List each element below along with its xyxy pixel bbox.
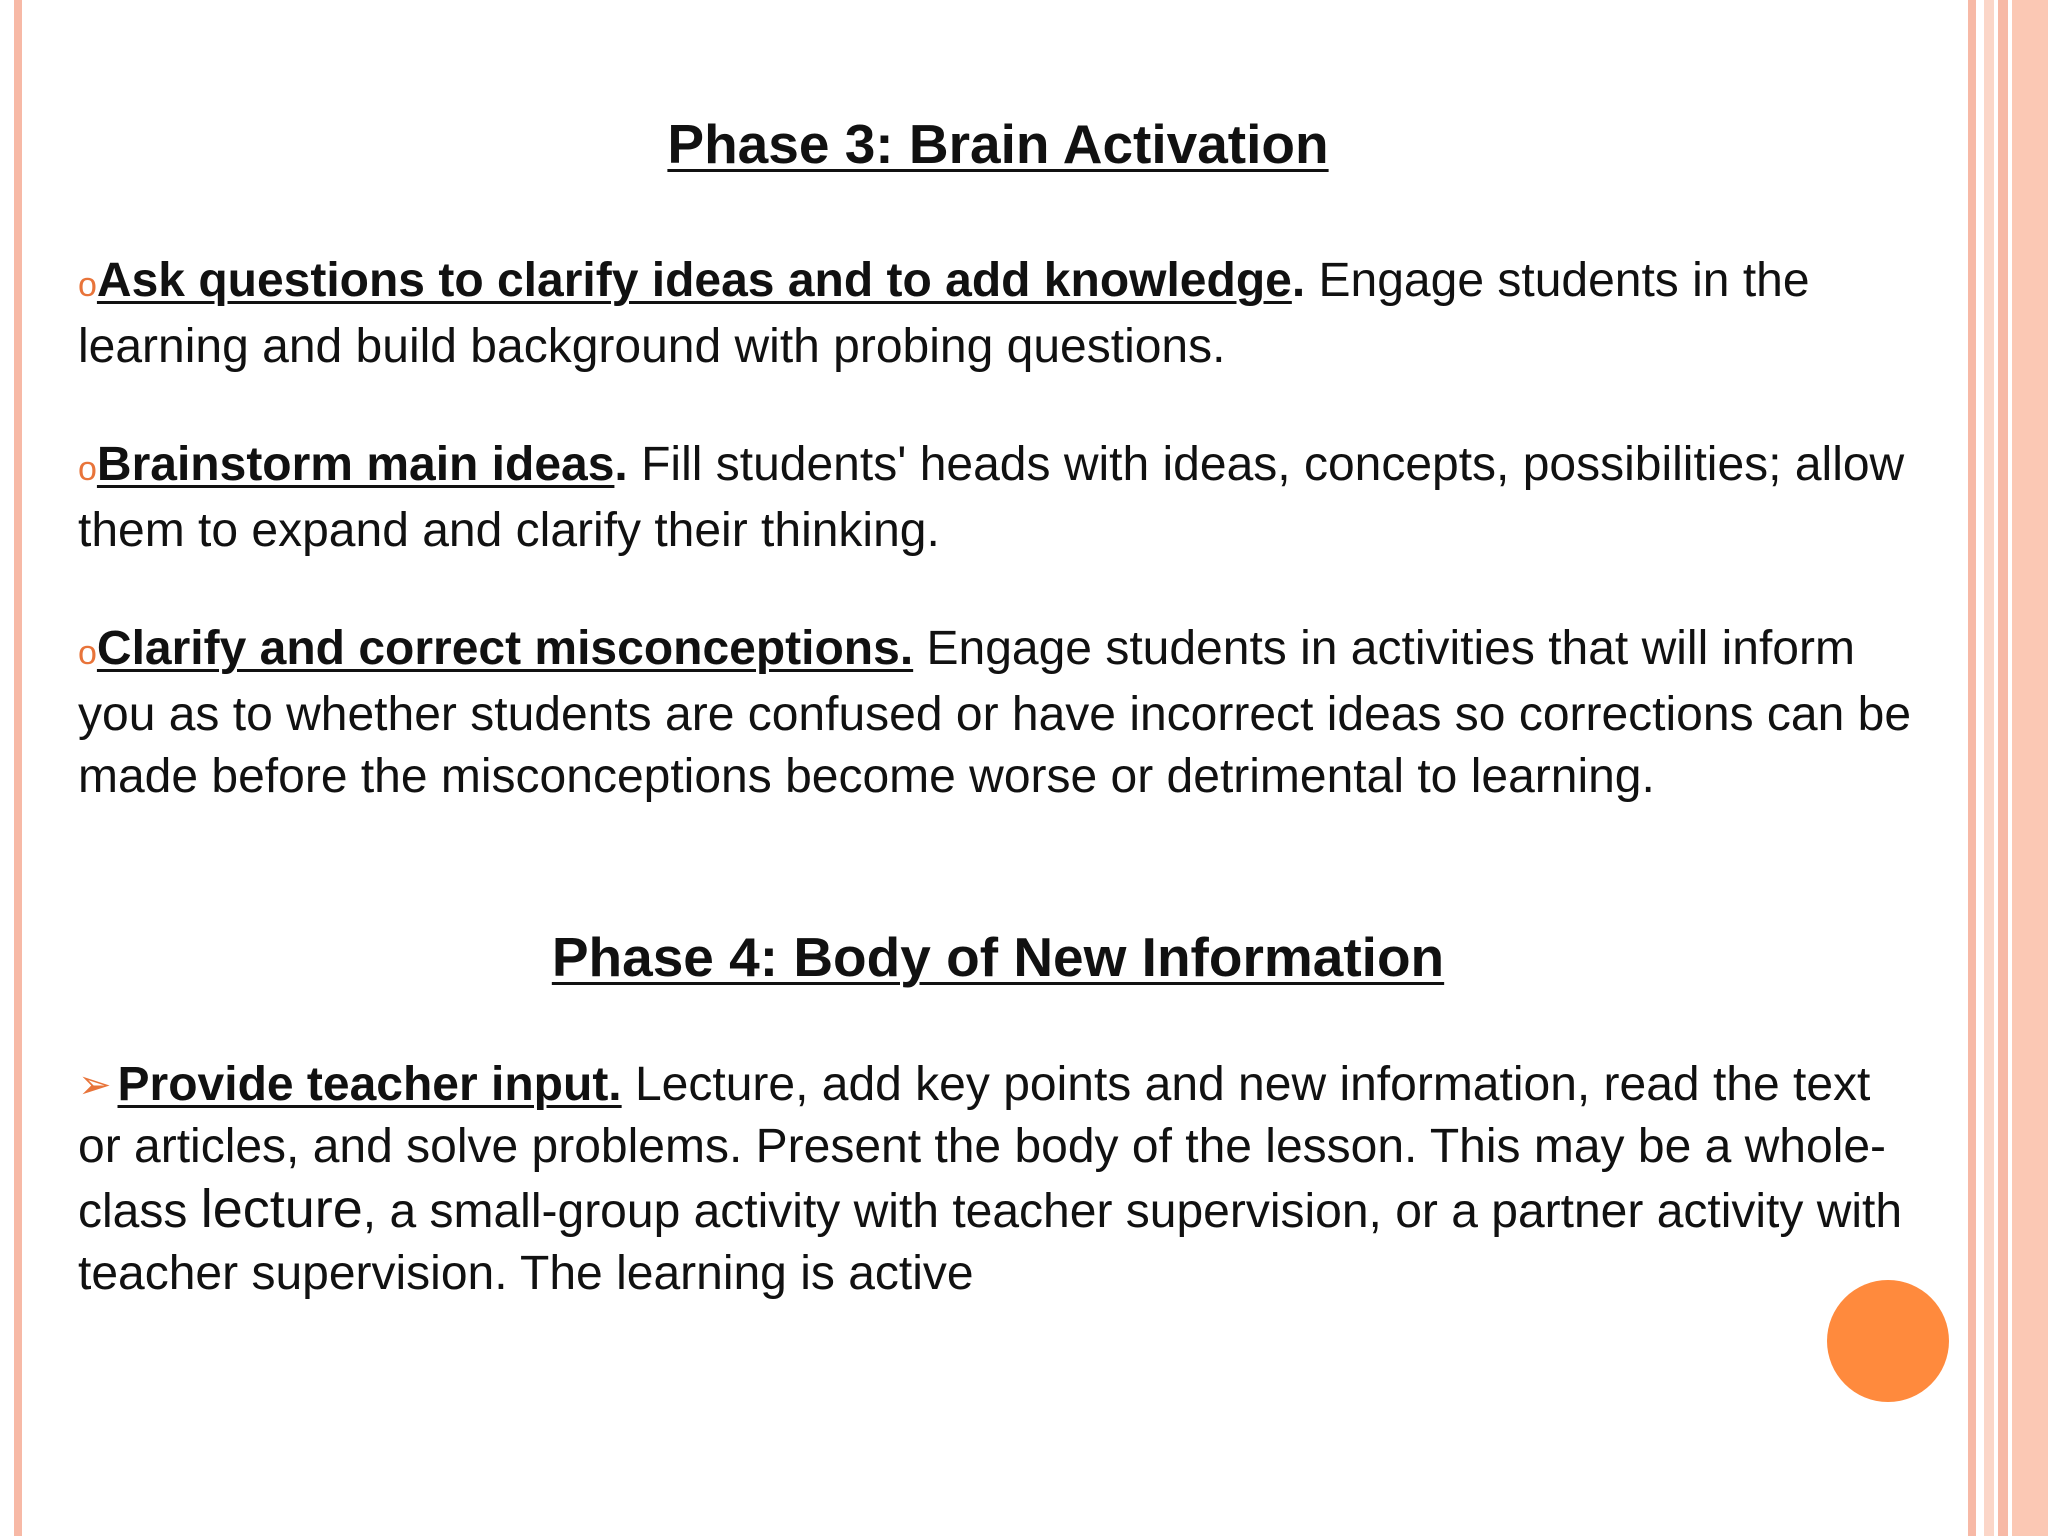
left-border-stripe	[14, 0, 22, 1536]
circle-bullet-icon: o	[78, 450, 97, 488]
circle-bullet-icon: o	[78, 634, 97, 672]
item-lead-text: Clarify and correct misconceptions.	[96, 622, 914, 675]
phase3-item-2	[78, 434, 1918, 562]
item-body-text: Engage students in activities that will inform you as to whether students are confused or have incorrect ideas so corrections can be made before the misconceptions become worse or detrimental to learning.	[78, 622, 1912, 803]
item-lead-text: Brainstorm main ideas	[96, 438, 615, 491]
phase4-item	[78, 1054, 1918, 1305]
right-stripe-3	[1998, 0, 2008, 1536]
right-stripe-4	[2012, 0, 2048, 1536]
item-lead-suffix: .	[1291, 254, 1306, 307]
item-body-text: Fill students' heads with ideas, concepts, possibilities; allow them to expand and clarify their thinking.	[78, 438, 1905, 557]
phase3-item-1	[78, 250, 1918, 378]
phase3-item-3	[78, 618, 1918, 808]
right-stripe-1	[1968, 0, 1976, 1536]
item-body-text-a: Lecture, add key points and new information, read the text or articles, and solve problems. Present the body of the lesson. This may be a whole-class	[78, 1058, 1887, 1238]
orange-circle-decoration	[1827, 1280, 1949, 1402]
item-big-word: lecture	[200, 1179, 363, 1239]
phase4-heading: Phase 4: Body of New Information	[551, 926, 1445, 988]
circle-bullet-icon: o	[78, 266, 97, 304]
item-body-text: Engage students in the learning and build background with probing questions.	[78, 254, 1810, 373]
right-border-band	[1968, 0, 2048, 1536]
phase3-heading: Phase 3: Brain Activation	[667, 113, 1329, 175]
item-lead-suffix: .	[614, 438, 628, 491]
item-body-text-b: , a small-group activity with teacher supervision, or a partner activity with teacher supervision. The learning is active	[78, 1185, 1903, 1300]
item-lead-text: Provide teacher input.	[117, 1058, 622, 1111]
right-stripe-2	[1984, 0, 1994, 1536]
item-lead-text: Ask questions to clarify ideas and to add knowledge	[96, 254, 1292, 307]
arrow-bullet-icon: ➢	[78, 1063, 112, 1107]
